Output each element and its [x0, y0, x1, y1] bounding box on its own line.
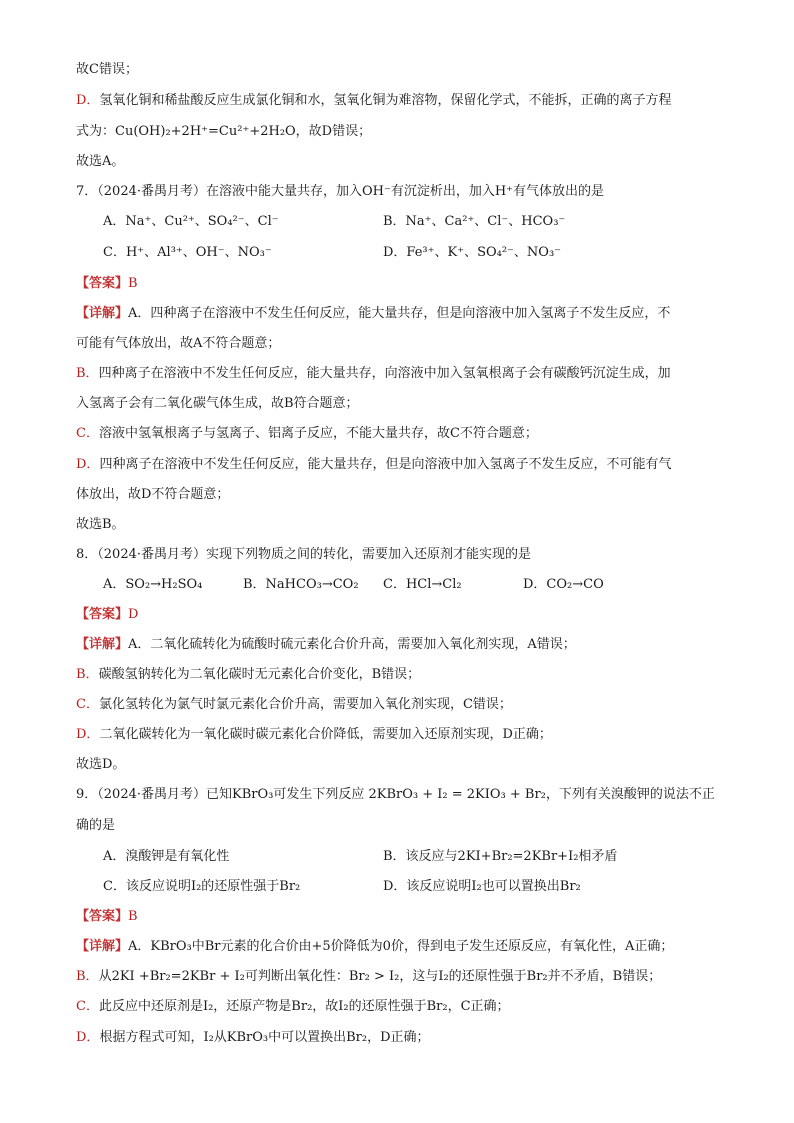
line-text: 从2KI +Br₂=2KBr + I₂可判断出氧化性：Br₂ > I₂，这与I₂的还原性强于Br₂并不矛盾，B错误； [98, 969, 662, 984]
option-marker: D． [76, 93, 100, 108]
option-marker: C． [76, 697, 99, 712]
line-text: 碳酸氢钠转化为二氧化碳时无元素化合价变化，B错误； [98, 667, 421, 682]
q8-detail-line [76, 697, 512, 713]
q7-detail-line [76, 426, 538, 442]
q9-answer [76, 909, 138, 925]
q8-option-d: D．CO₂→CO [523, 577, 604, 592]
q8-option-a: A．SO₂→H₂SO₄ [103, 577, 203, 592]
detail-label: 【详解】 [76, 939, 129, 954]
q8-detail-line: 故选D。 [76, 757, 126, 772]
q7-detail-line: 体放出，故D不符合题意； [76, 487, 230, 502]
q7-option-d: D．Fe³⁺、K⁺、SO₄²⁻、NO₃⁻ [383, 245, 562, 260]
q7-detail-line [76, 457, 671, 473]
q7-detail-line: 故选B。 [76, 517, 125, 532]
answer-label: 【答案】 [76, 909, 129, 924]
q8-option-b: B．NaHCO₃→CO₂ [243, 577, 359, 592]
question-9-stem: 9．（2024·番禺月考）已知KBrO₃可发生下列反应 2KBrO₃ + I₂ = 2KIO₃ + Br₂，下列有关溴酸钾的说法不正 [76, 787, 715, 802]
q7-detail-line: 入氢离子会有二氧化碳气体生成，故B符合题意； [76, 396, 359, 411]
q7-option-a: A．Na⁺、Cu²⁺、SO₄²⁻、Cl⁻ [103, 214, 279, 229]
option-marker: C． [76, 999, 99, 1014]
option-marker: B． [76, 667, 99, 682]
answer-value: B [128, 276, 138, 291]
q7-answer [76, 276, 138, 292]
q8-option-c: C．HCl→Cl₂ [383, 577, 462, 592]
q7-option-b: B．Na⁺、Ca²⁺、Cl⁻、HCO₃⁻ [383, 214, 566, 229]
answer-label: 【答案】 [76, 607, 129, 622]
line-text: 氯化氢转化为氯气时氯元素化合价升高，需要加入氧化剂实现，C错误； [98, 697, 512, 712]
option-marker: B． [76, 366, 99, 381]
line-text: 氢氧化铜和稀盐酸反应生成氯化铜和水，氢氧化铜为难溶物，保留化学式，不能拆，正确的离子方程 [99, 93, 672, 108]
line-text: A．四种离子在溶液中不发生任何反应，能大量共存，但是向溶液中加入氢离子不发生反应，不 [128, 306, 671, 321]
option-marker: D． [76, 727, 100, 742]
question-9-stem-cont: 确的是 [76, 818, 116, 833]
text-line: 故选A。 [76, 154, 125, 169]
answer-value: B [128, 909, 138, 924]
option-marker: B． [76, 969, 99, 984]
q9-option-a: A．溴酸钾是有氧化性 [103, 849, 230, 864]
q9-option-b: B．该反应与2KI+Br₂=2KBr+I₂相矛盾 [383, 849, 618, 864]
text-line [76, 93, 671, 109]
question-7-stem: 7．（2024·番禺月考）在溶液中能大量共存，加入OH⁻有沉淀析出，加入H⁺有气体放出的是 [76, 184, 605, 199]
q7-option-c: C．H⁺、Al³⁺、OH⁻、NO₃⁻ [103, 245, 272, 260]
line-text: 四种离子在溶液中不发生任何反应，能大量共存，但是向溶液中加入氢离子不发生反应，不可能有气 [99, 457, 672, 472]
line-text: 四种离子在溶液中不发生任何反应，能大量共存，向溶液中加入氢氧根离子会有碳酸钙沉淀生成，加 [98, 366, 671, 381]
q8-detail-line [76, 727, 552, 743]
line-text: A．二氧化硫转化为硫酸时硫元素化合价升高，需要加入氧化剂实现，A错误； [128, 637, 576, 652]
line-text: 根据方程式可知，I₂从KBrO₃中可以置换出Br₂，D正确； [99, 1030, 430, 1045]
line-text: 溶液中氢氧根离子与氢离子、铝离子反应，不能大量共存，故C不符合题意； [98, 426, 538, 441]
text-line: 故C错误； [76, 62, 138, 77]
line-text: 此反应中还原剂是I₂，还原产物是Br₂，故I₂的还原性强于Br₂，C正确； [98, 999, 510, 1014]
option-marker: C． [76, 426, 99, 441]
answer-value: D [128, 607, 139, 622]
question-8-stem: 8．（2024·番禺月考）实现下列物质之间的转化，需要加入还原剂才能实现的是 [76, 547, 531, 562]
q7-detail-line [76, 366, 671, 382]
q9-detail-line [76, 969, 661, 985]
text-line: 式为：Cu(OH)₂+2H⁺=Cu²⁺+2H₂O，故D错误； [76, 124, 372, 139]
q8-detail-line [76, 667, 420, 683]
detail-label: 【详解】 [76, 637, 129, 652]
option-marker: D． [76, 457, 100, 472]
option-marker: D． [76, 1030, 100, 1045]
line-text: 二氧化碳转化为一氧化碳时碳元素化合价降低，需要加入还原剂实现，D正确； [99, 727, 552, 742]
q7-detail-line: 可能有气体放出，故A不符合题意； [76, 336, 281, 351]
line-text: A．KBrO₃中Br元素的化合价由+5价降低为0价，得到电子发生还原反应，有氧化性，A正确； [128, 939, 674, 954]
q8-detail-line [76, 637, 576, 653]
q9-detail-line [76, 999, 510, 1015]
q9-option-d: D．该反应说明I₂也可以置换出Br₂ [383, 879, 581, 894]
q7-detail-line [76, 306, 670, 322]
q9-detail-line [76, 1030, 430, 1046]
q9-detail-line [76, 939, 673, 955]
detail-label: 【详解】 [76, 306, 129, 321]
answer-label: 【答案】 [76, 276, 129, 291]
q8-answer [76, 607, 138, 623]
q9-option-c: C．该反应说明I₂的还原性强于Br₂ [103, 879, 301, 894]
